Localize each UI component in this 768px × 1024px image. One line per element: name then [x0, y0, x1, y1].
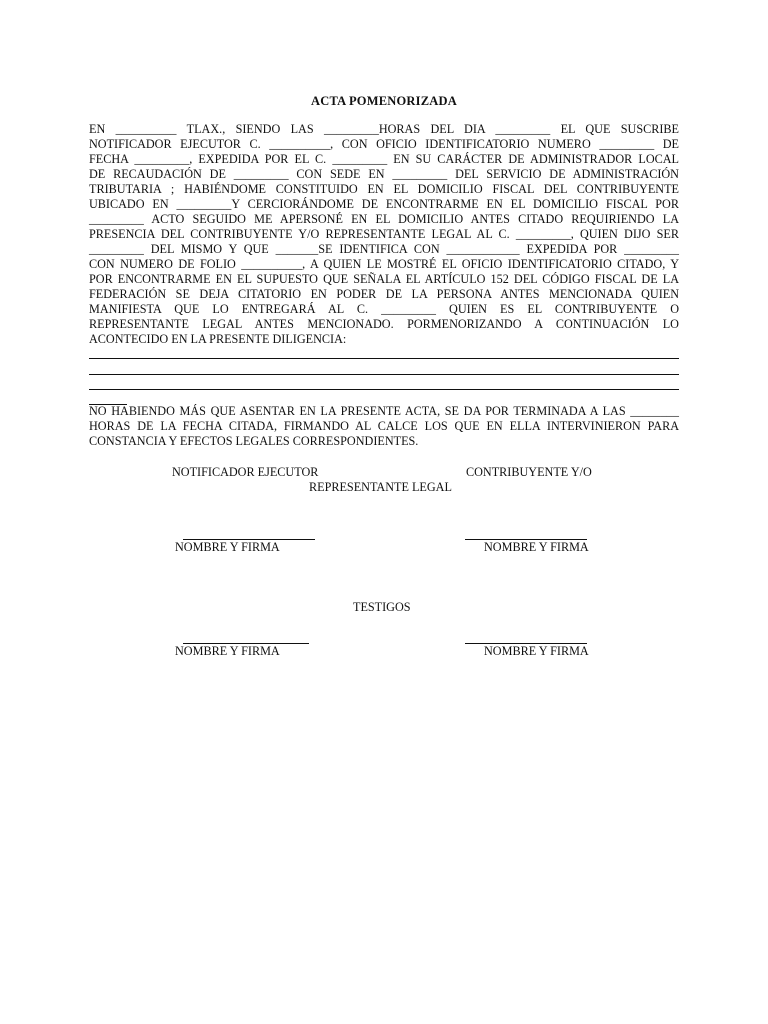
blank-writing-line [89, 358, 679, 359]
body-paragraph [89, 122, 679, 347]
name-and-signature-label: NOMBRE Y FIRMA [484, 644, 589, 658]
closing-line: CONSTANCIA Y EFECTOS LEGALES CORRESPONDIENTES. [89, 434, 419, 448]
body-line: DE RECAUDACIÓN DE _________ CON SEDE EN _________ DEL SERVICIO DE ADMINISTRACIÓN [89, 167, 679, 181]
body-line: REPRESENTANTE LEGAL ANTES MENCIONADO. PORMENORIZANDO A CONTINUACIÓN LO [89, 317, 679, 331]
closing-line: NO HABIENDO MÁS QUE ASENTAR EN LA PRESENTE ACTA, SE DA POR TERMINADA A LAS ________ [89, 404, 679, 418]
name-and-signature-label: NOMBRE Y FIRMA [175, 644, 280, 658]
body-line: TRIBUTARIA ; HABIÉNDOME CONSTITUIDO EN EL DOMICILIO FISCAL DEL CONTRIBUYENTE [89, 182, 679, 196]
body-line: PRESENCIA DEL CONTRIBUYENTE Y/O REPRESENTANTE LEGAL AL C. _________, QUIEN DIJO SER [89, 227, 679, 241]
body-line: EN __________ TLAX., SIENDO LAS _________HORAS DEL DIA _________ EL QUE SUSCRIBE [89, 122, 679, 136]
closing-paragraph [89, 404, 679, 449]
body-line: FECHA _________, EXPEDIDA POR EL C. _________ EN SU CARÁCTER DE ADMINISTRADOR LOCAL [89, 152, 679, 166]
witnesses-heading: TESTIGOS [353, 600, 411, 614]
contribuyente-role-label: CONTRIBUYENTE Y/O [466, 465, 592, 479]
blank-writing-line [89, 389, 679, 390]
body-line: ACONTECIDO EN LA PRESENTE DILIGENCIA: [89, 332, 347, 346]
notificador-role-label: NOTIFICADOR EJECUTOR [172, 465, 319, 479]
name-and-signature-label: NOMBRE Y FIRMA [484, 540, 589, 554]
name-and-signature-label: NOMBRE Y FIRMA [175, 540, 280, 554]
body-line: MANIFIESTA QUE LO ENTREGARÁ AL C. _________ QUIEN ES EL CONTRIBUYENTE O [89, 302, 679, 316]
body-line: UBICADO EN _________Y CERCIORÁNDOME DE ENCONTRARME EN EL DOMICILIO FISCAL POR [89, 197, 679, 211]
body-line: _________ ACTO SEGUIDO ME APERSONÉ EN EL DOMICILIO ANTES CITADO REQUIRIENDO LA [89, 212, 679, 226]
body-line: CON NUMERO DE FOLIO __________, A QUIEN LE MOSTRÉ EL OFICIO IDENTIFICATORIO CITADO, Y [89, 257, 679, 271]
body-line: NOTIFICADOR EJECUTOR C. __________, CON OFICIO IDENTIFICATORIO NUMERO _________ DE [89, 137, 679, 151]
body-line: _________ DEL MISMO Y QUE _______SE IDENTIFICA CON ____________ EXPEDIDA POR _________ [89, 242, 679, 256]
body-line: FEDERACIÓN SE DEJA CITATORIO EN PODER DE LA PERSONA ANTES MENCIONADA QUIEN [89, 287, 679, 301]
document-title: ACTA POMENORIZADA [311, 94, 457, 108]
body-line: POR ENCONTRARME EN EL SUPUESTO QUE SEÑALA EL ARTÍCULO 152 DEL CÓDIGO FISCAL DE LA [89, 272, 679, 286]
blank-writing-line [89, 374, 679, 375]
closing-line: HORAS DE LA FECHA CITADA, FIRMANDO AL CALCE LOS QUE EN ELLA INTERVINIERON PARA [89, 419, 679, 433]
representante-role-label: REPRESENTANTE LEGAL [309, 480, 452, 494]
